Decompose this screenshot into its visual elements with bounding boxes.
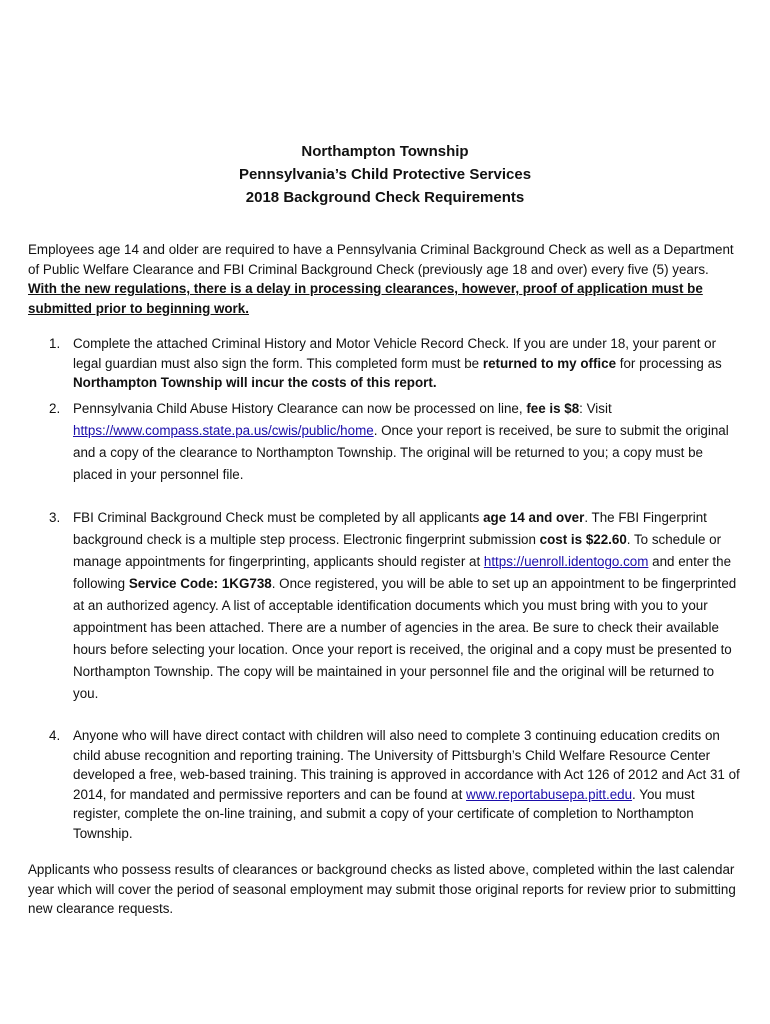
compass-link[interactable]: https://www.compass.state.pa.us/cwis/public/home [73, 423, 374, 438]
title-requirements: 2018 Background Check Requirements [245, 189, 525, 206]
item-text: Complete the attached Criminal History and Motor Vehicle Record Check. If you are under 18, your parent or legal guardian must also sign the form. This completed form must be [73, 336, 717, 371]
item-bold: age 14 and over [483, 510, 585, 525]
item-text: . Once registered, you will be able to set up an appointment to be fingerprinted at an authorized agency. A list of acceptable identification documents which you must bring with you to your appointment has been attached. There are a number of agencies in the area. Be sure to check their available hours before selecting your location. Once your report is received, the original and a copy must be presented to Northampton Township. The copy will be maintained in your personnel file and the original will be returned to you. [73, 576, 737, 701]
intro-text: Employees age 14 and older are required to have a Pennsylvania Criminal Background Check as well as a Department of Public Welfare Clearance and FBI Criminal Background Check (previously age 18 and over) every five (5) years. [28, 242, 734, 277]
intro-paragraph [28, 240, 740, 318]
list-item-2 [49, 398, 743, 486]
item-bold: cost is $22.60 [539, 532, 627, 547]
list-number: 4. [49, 728, 61, 743]
item-text: . To schedule or manage appointments for fingerprinting, applicants should register at [73, 532, 722, 569]
item-bold: Northampton Township will incur the costs of this report. [73, 375, 437, 390]
item-bold: fee is $8 [526, 401, 580, 416]
item-text: . You must register, complete the on-line training, and submit a copy of your certificate of completion to Northampton Township. [73, 786, 695, 841]
closing-paragraph: Applicants who possess results of clearances or background checks as listed above, completed within the last calendar year which will cover the period of seasonal employment may submit those original reports for review prior to submitting new clearance requests. [28, 862, 736, 916]
list-number: 2. [49, 401, 61, 416]
list-item-1 [49, 334, 743, 393]
identogo-link[interactable]: https://uenroll.identogo.com [483, 554, 649, 569]
title-township: Northampton Township [301, 143, 469, 160]
item-text: FBI Criminal Background Check must be completed by all applicants [73, 510, 484, 525]
document-title [0, 140, 770, 209]
item-text: for processing as [616, 355, 722, 371]
title-agency: Pennsylvania’s Child Protective Services [238, 166, 532, 183]
item-text: . The FBI Fingerprint background check is a multiple step process. Electronic fingerprint submission [73, 510, 707, 547]
item-text: Pennsylvania Child Abuse History Clearance can now be processed on line, [73, 401, 527, 416]
item-bold: Service Code: 1KG738 [128, 576, 272, 591]
reportabuse-link[interactable]: www.reportabusepa.pitt.edu [466, 786, 633, 802]
item-text: Anyone who will have direct contact with children will also need to complete 3 continuing education credits on child abuse recognition and reporting training. The University of Pittsburgh’s Child Welfare Resource Center developed a free, web-based training. This training is approved in accordance with Act 126 of 2012 and Act 31 of 2014, for mandated and permissive reporters and can be found at [73, 728, 740, 802]
list-number: 1. [49, 336, 61, 351]
list-number: 3. [49, 510, 61, 525]
item-text: . Once your report is received, be sure to submit the original and a copy of the clearance to Northampton Township. The original will be returned to you; a copy must be placed in your personnel file. [73, 423, 729, 482]
list-item-4 [49, 726, 743, 843]
item-text: and enter the following [73, 554, 732, 591]
list-item-3 [49, 507, 743, 705]
item-text: : Visit [579, 401, 612, 416]
item-bold: returned to my office [482, 355, 617, 371]
intro-emphasis: With the new regulations, there is a delay in processing clearances, however, proof of application must be submitted prior to beginning work. [28, 281, 703, 316]
